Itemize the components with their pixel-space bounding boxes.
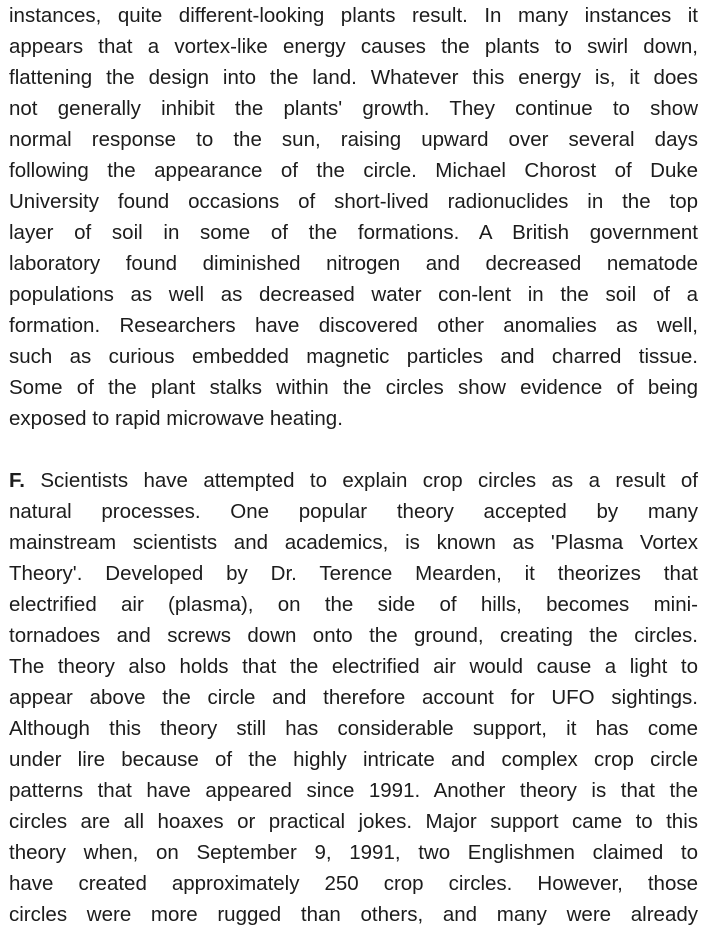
text-line: appears that a vortex-like energy causes the plants to swirl down,: [9, 35, 698, 58]
text-line: under lire because of the highly intricate and complex crop circle: [9, 748, 698, 771]
text-line: mainstream scientists and academics, is known as 'Plasma Vortex: [9, 531, 698, 554]
text-line: such as curious embedded magnetic particles and charred tissue.: [9, 345, 698, 368]
text-line: tornadoes and screws down onto the ground, creating the circles.: [9, 624, 698, 647]
document-page: [9, 0, 698, 930]
text-line: normal response to the sun, raising upward over several days: [9, 128, 698, 151]
text-line: following the appearance of the circle. Michael Chorost of Duke: [9, 159, 698, 182]
text-line: instances, quite different-looking plants result. In many instances it: [9, 4, 698, 27]
text-line: theory when, on September 9, 1991, two Englishmen claimed to: [9, 841, 698, 864]
text-line: Some of the plant stalks within the circles show evidence of being: [9, 376, 698, 399]
section-label: F.: [9, 469, 25, 492]
text-line: Although this theory still has considerable support, it has come: [9, 717, 698, 740]
text-line-segment: Scientists have attempted to explain crop circles as a result of: [24, 469, 698, 492]
paragraph-e: [9, 0, 698, 434]
text-line: University found occasions of short-lived radionuclides in the top: [9, 190, 698, 213]
text-line: circles were more rugged than others, and many were already: [9, 903, 698, 926]
text-line: laboratory found diminished nitrogen and decreased nematode: [9, 252, 698, 275]
text-line: flattening the design into the land. Whatever this energy is, it does: [9, 66, 698, 89]
text-line: [9, 465, 698, 496]
paragraph-f: [9, 465, 698, 930]
text-line: formation. Researchers have discovered other anomalies as well,: [9, 314, 698, 337]
text-line: natural processes. One popular theory accepted by many: [9, 500, 698, 523]
text-line: not generally inhibit the plants' growth. They continue to show: [9, 97, 698, 120]
text-line: layer of soil in some of the formations. A British government: [9, 221, 698, 244]
text-line: populations as well as decreased water con-lent in the soil of a: [9, 283, 698, 306]
text-line: have created approximately 250 crop circles. However, those: [9, 872, 698, 895]
text-line: electrified air (plasma), on the side of hills, becomes mini-: [9, 593, 698, 616]
text-line: Theory'. Developed by Dr. Terence Mearden, it theorizes that: [9, 562, 698, 585]
text-line: exposed to rapid microwave heating.: [9, 407, 343, 430]
text-line: patterns that have appeared since 1991. Another theory is that the: [9, 779, 698, 802]
text-line: appear above the circle and therefore account for UFO sightings.: [9, 686, 698, 709]
text-line: The theory also holds that the electrified air would cause a light to: [9, 655, 698, 678]
text-line: circles are all hoaxes or practical jokes. Major support came to this: [9, 810, 698, 833]
paragraph-spacer: [9, 434, 698, 465]
